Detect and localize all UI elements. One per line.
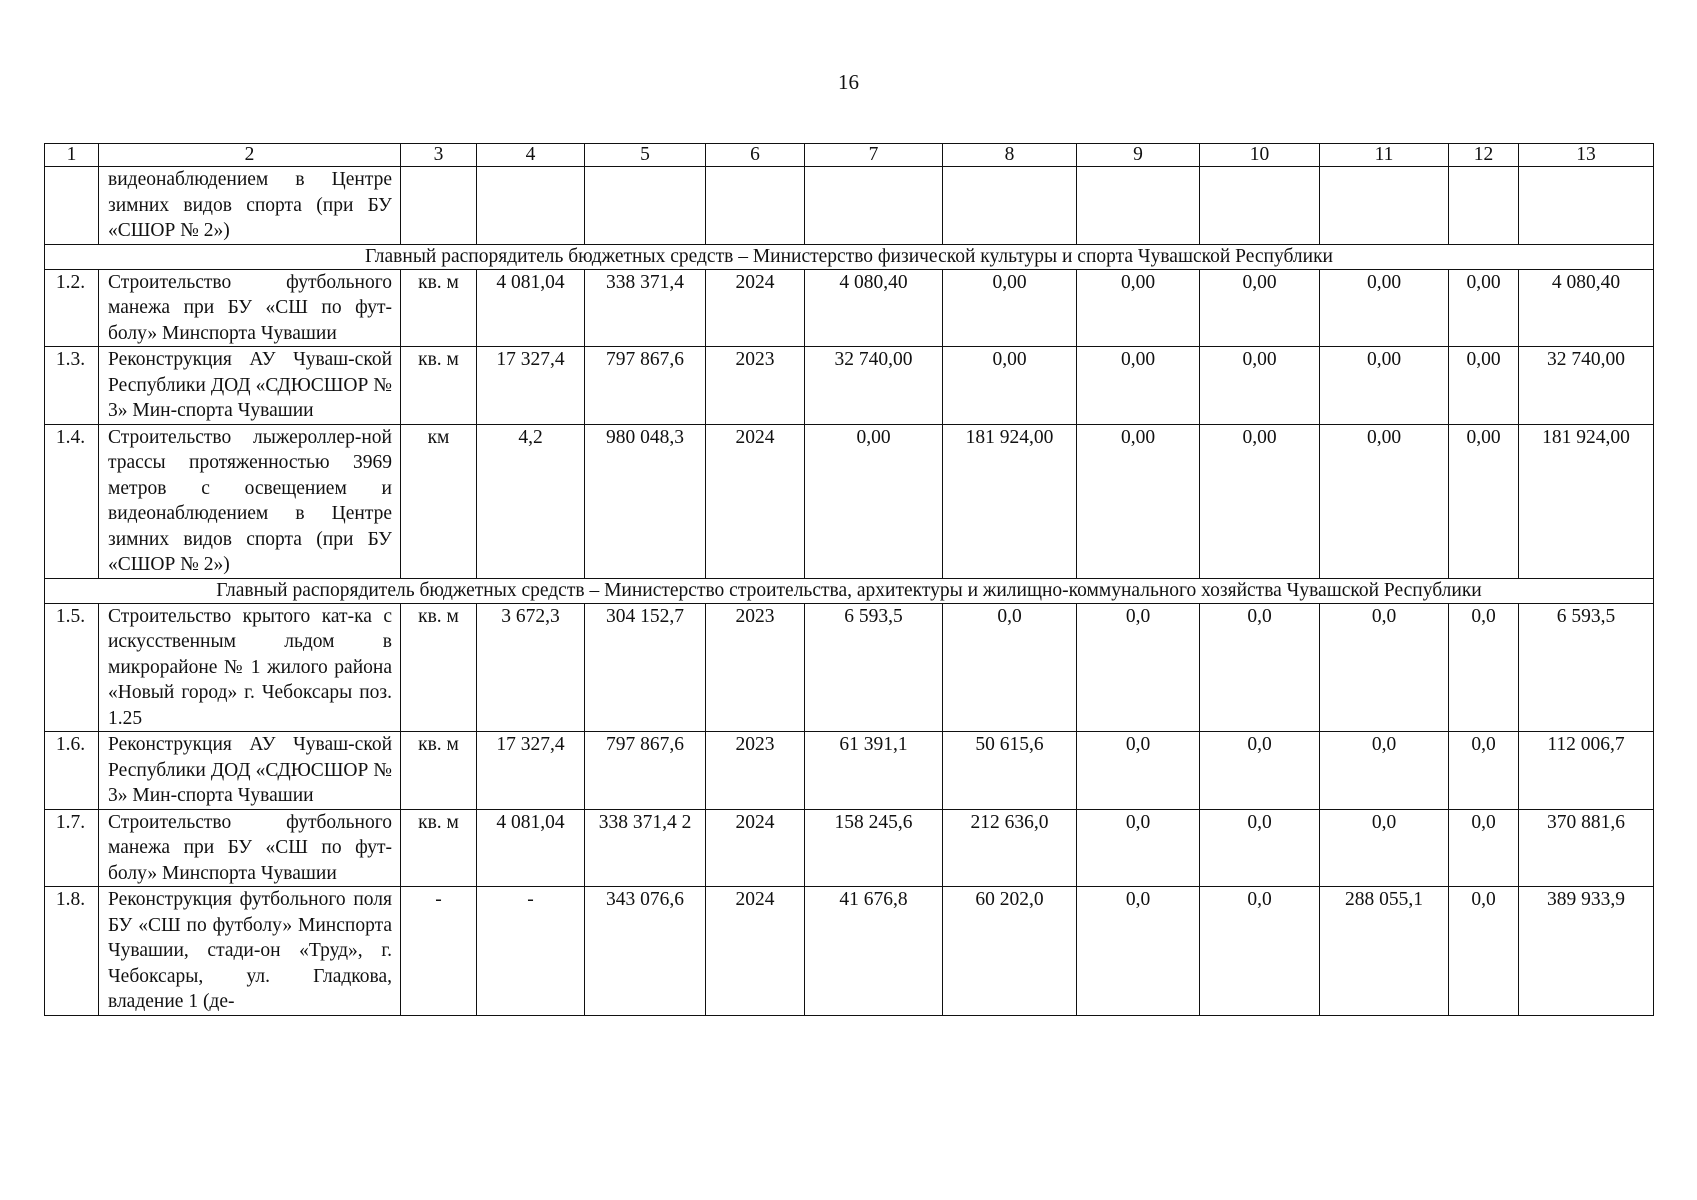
row-number-cell xyxy=(45,167,99,245)
total-cell: 389 933,9 xyxy=(1519,887,1654,1016)
value-cell: 0,0 xyxy=(1449,603,1519,732)
value-cell: 60 202,0 xyxy=(943,887,1077,1016)
table-row xyxy=(45,424,1654,578)
estimated-cost-cell: 338 371,4 xyxy=(585,269,706,347)
unit-cell: кв. м xyxy=(401,603,477,732)
object-name-cell: Реконструкция АУ Чуваш-ской Республики ДОД «СДЮСШОР № 3» Мин-спорта Чувашии xyxy=(99,347,401,425)
value-cell: 0,00 xyxy=(943,347,1077,425)
value-cell: 0,0 xyxy=(1320,809,1449,887)
value-cell: 0,00 xyxy=(1200,269,1320,347)
estimated-cost-cell: 797 867,6 xyxy=(585,347,706,425)
object-name-cell: Строительство футбольного манежа при БУ «СШ по фут-болу» Минспорта Чувашии xyxy=(99,809,401,887)
capacity-cell: 4,2 xyxy=(477,424,585,578)
table-row xyxy=(45,347,1654,425)
value-cell: 0,00 xyxy=(1320,347,1449,425)
row-number-cell: 1.5. xyxy=(45,603,99,732)
value-cell: 61 391,1 xyxy=(805,732,943,810)
estimated-cost-cell: 304 152,7 xyxy=(585,603,706,732)
year-cell: 2024 xyxy=(706,887,805,1016)
section-header-row xyxy=(45,578,1654,603)
value-cell: 0,00 xyxy=(1200,347,1320,425)
value-cell: 4 080,40 xyxy=(805,269,943,347)
table-row xyxy=(45,732,1654,810)
column-header: 2 xyxy=(99,144,401,167)
total-cell: 181 924,00 xyxy=(1519,424,1654,578)
object-name-cell: Строительство крытого кат-ка с искусственным льдом в микрорайоне № 1 жилого района «Новый город» г. Чебоксары поз. 1.25 xyxy=(99,603,401,732)
page-number: 16 xyxy=(838,70,859,94)
year-cell: 2024 xyxy=(706,424,805,578)
value-cell: 0,0 xyxy=(1449,887,1519,1016)
table-row xyxy=(45,887,1654,1016)
section-2-rows xyxy=(45,603,1654,1015)
column-header: 4 xyxy=(477,144,585,167)
value-cell: 50 615,6 xyxy=(943,732,1077,810)
value-cell: 0,00 xyxy=(1200,424,1320,578)
section-header-row xyxy=(45,244,1654,269)
value-cell: 0,0 xyxy=(1077,732,1200,810)
value-cell: 0,0 xyxy=(1200,732,1320,810)
continuation-row xyxy=(45,167,1654,245)
value-cell: 0,0 xyxy=(1200,887,1320,1016)
column-header: 5 xyxy=(585,144,706,167)
estimated-cost-cell: 338 371,4 2 xyxy=(585,809,706,887)
year-cell: 2024 xyxy=(706,269,805,347)
value-cell: 0,00 xyxy=(943,269,1077,347)
total-cell: 32 740,00 xyxy=(1519,347,1654,425)
value-cell: 0,0 xyxy=(1077,809,1200,887)
capacity-cell: 17 327,4 xyxy=(477,732,585,810)
value-cell: 0,0 xyxy=(1077,887,1200,1016)
section-1-rows xyxy=(45,269,1654,578)
column-header: 12 xyxy=(1449,144,1519,167)
column-header: 8 xyxy=(943,144,1077,167)
value-cell: 0,0 xyxy=(1200,809,1320,887)
row-number-cell: 1.8. xyxy=(45,887,99,1016)
estimated-cost-cell: 343 076,6 xyxy=(585,887,706,1016)
value-cell: 0,0 xyxy=(1449,809,1519,887)
year-cell: 2024 xyxy=(706,809,805,887)
value-cell: 0,0 xyxy=(1320,603,1449,732)
capacity-cell: 4 081,04 xyxy=(477,269,585,347)
object-name-cell: видеонаблюдением в Центре зимних видов спорта (при БУ «СШОР № 2») xyxy=(99,167,401,245)
value-cell: 0,00 xyxy=(1449,424,1519,578)
row-number-cell: 1.3. xyxy=(45,347,99,425)
total-cell: 4 080,40 xyxy=(1519,269,1654,347)
column-header: 9 xyxy=(1077,144,1200,167)
row-number-cell: 1.2. xyxy=(45,269,99,347)
value-cell: 32 740,00 xyxy=(805,347,943,425)
year-cell: 2023 xyxy=(706,347,805,425)
value-cell: 0,00 xyxy=(1320,424,1449,578)
capacity-cell: 4 081,04 xyxy=(477,809,585,887)
estimated-cost-cell: 980 048,3 xyxy=(585,424,706,578)
value-cell: 212 636,0 xyxy=(943,809,1077,887)
total-cell: 370 881,6 xyxy=(1519,809,1654,887)
column-header: 10 xyxy=(1200,144,1320,167)
table-row xyxy=(45,809,1654,887)
value-cell: 0,0 xyxy=(1200,603,1320,732)
column-header: 7 xyxy=(805,144,943,167)
value-cell: 0,00 xyxy=(1449,269,1519,347)
column-number-row xyxy=(45,144,1654,167)
year-cell: 2023 xyxy=(706,732,805,810)
value-cell: 0,00 xyxy=(1077,424,1200,578)
section-title: Главный распорядитель бюджетных средств – Министерство строительства, архитектуры и жилищно-коммунального хозяйства Чувашской Республики xyxy=(45,578,1654,603)
unit-cell: кв. м xyxy=(401,269,477,347)
unit-cell: - xyxy=(401,887,477,1016)
section-title: Главный распорядитель бюджетных средств – Министерство физической культуры и спорта Чувашской Республики xyxy=(45,244,1654,269)
value-cell: 0,00 xyxy=(1320,269,1449,347)
column-header: 13 xyxy=(1519,144,1654,167)
capacity-cell: - xyxy=(477,887,585,1016)
unit-cell: кв. м xyxy=(401,809,477,887)
value-cell: 181 924,00 xyxy=(943,424,1077,578)
object-name-cell: Строительство лыжероллер-ной трассы протяженностью 3969 метров с освещением и видеонаблюдением в Центре зимних видов спорта (при БУ «СШОР № 2») xyxy=(99,424,401,578)
value-cell: 0,00 xyxy=(805,424,943,578)
unit-cell: км xyxy=(401,424,477,578)
value-cell: 6 593,5 xyxy=(805,603,943,732)
value-cell: 0,00 xyxy=(1077,347,1200,425)
object-name-cell: Строительство футбольного манежа при БУ «СШ по фут-болу» Минспорта Чувашии xyxy=(99,269,401,347)
capacity-cell: 17 327,4 xyxy=(477,347,585,425)
table-row xyxy=(45,603,1654,732)
capacity-cell: 3 672,3 xyxy=(477,603,585,732)
row-number-cell: 1.4. xyxy=(45,424,99,578)
column-header: 1 xyxy=(45,144,99,167)
object-name-cell: Реконструкция АУ Чуваш-ской Республики ДОД «СДЮСШОР № 3» Мин-спорта Чувашии xyxy=(99,732,401,810)
total-cell: 6 593,5 xyxy=(1519,603,1654,732)
unit-cell: кв. м xyxy=(401,732,477,810)
value-cell: 288 055,1 xyxy=(1320,887,1449,1016)
value-cell: 41 676,8 xyxy=(805,887,943,1016)
value-cell: 0,00 xyxy=(1449,347,1519,425)
year-cell: 2023 xyxy=(706,603,805,732)
value-cell: 0,0 xyxy=(1320,732,1449,810)
table-row xyxy=(45,269,1654,347)
estimated-cost-cell: 797 867,6 xyxy=(585,732,706,810)
value-cell: 158 245,6 xyxy=(805,809,943,887)
value-cell: 0,0 xyxy=(943,603,1077,732)
column-header: 3 xyxy=(401,144,477,167)
column-header: 6 xyxy=(706,144,805,167)
unit-cell: кв. м xyxy=(401,347,477,425)
row-number-cell: 1.7. xyxy=(45,809,99,887)
total-cell: 112 006,7 xyxy=(1519,732,1654,810)
investment-table xyxy=(44,143,1654,1016)
value-cell: 0,0 xyxy=(1077,603,1200,732)
row-number-cell: 1.6. xyxy=(45,732,99,810)
value-cell: 0,00 xyxy=(1077,269,1200,347)
value-cell: 0,0 xyxy=(1449,732,1519,810)
object-name-cell: Реконструкция футбольного поля БУ «СШ по футболу» Минспорта Чувашии, стади-он «Труд», г. Чебоксары, ул. Гладкова, владение 1 (де- xyxy=(99,887,401,1016)
column-header: 11 xyxy=(1320,144,1449,167)
